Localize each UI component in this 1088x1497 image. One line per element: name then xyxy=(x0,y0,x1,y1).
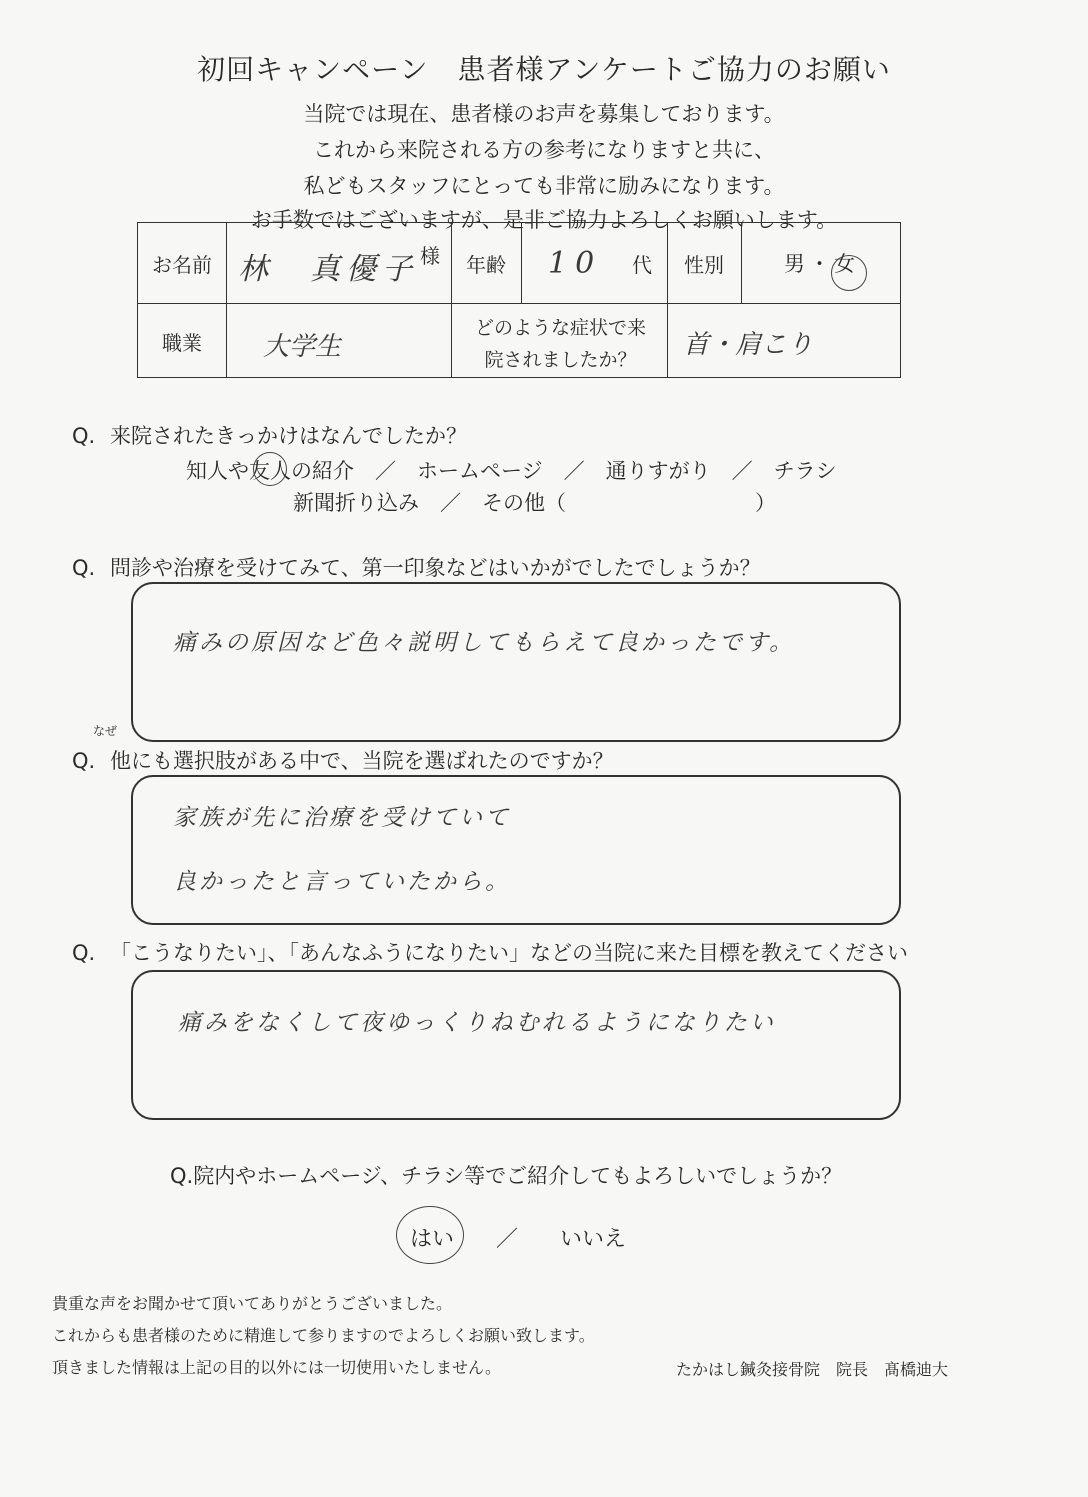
q5-separator: ／ xyxy=(496,1227,519,1252)
q5-text: 院内やホームページ、チラシ等でご紹介してもよろしいでしょうか？ xyxy=(193,1164,843,1188)
q3-question xyxy=(72,745,614,775)
q1-selected-circle xyxy=(253,452,287,486)
job-label: 職業 xyxy=(162,330,202,355)
q4-mark: Q. xyxy=(72,941,96,965)
q5-question xyxy=(170,1160,842,1190)
q1-text: 来院されたきっかけはなんでしたか？ xyxy=(110,424,467,448)
q4-answer-box[interactable] xyxy=(131,970,901,1120)
q3-prefix: なぜ xyxy=(93,724,118,738)
q1-options-line-2[interactable]: 新聞折り込み ／ その他（ ） xyxy=(293,491,776,515)
age-suffix: 代 xyxy=(632,252,652,277)
age-value[interactable]: 10 xyxy=(548,245,603,281)
q1-mark: Q. xyxy=(72,424,96,448)
intro-line-4: お手数ではございますが、是非ご協力よろしくお願いします。 xyxy=(250,208,838,232)
gender-selected-circle xyxy=(831,255,867,291)
q5-yes-option[interactable]: はい xyxy=(410,1227,455,1252)
q2-text: 問診や治療を受けてみて、第一印象などはいかがでしたでしょうか？ xyxy=(110,556,761,580)
age-label: 年齢 xyxy=(466,252,506,277)
q4-question xyxy=(72,937,908,967)
footer-line-3: 頂きました情報は上記の目的以外には一切使用いたしません。 xyxy=(52,1358,501,1377)
symptom-label-line-2: 院されましたか？ xyxy=(484,348,637,371)
q1-options-line-1[interactable]: 知人や友人の紹介 ／ ホームページ ／ 通りすがり ／ チラシ xyxy=(186,459,837,483)
q5-selected-circle xyxy=(396,1206,464,1264)
survey-title: 初回キャンペーン 患者様アンケートご協力のお願い xyxy=(197,53,891,86)
footer-signature: たかはし鍼灸接骨院 院長 髙橋迪大 xyxy=(676,1360,949,1379)
q1-question xyxy=(72,420,467,450)
q5-mark: Q. xyxy=(170,1164,194,1188)
footer-line-1: 貴重な声をお聞かせて頂いてありがとうございました。 xyxy=(52,1294,453,1313)
symptom-value[interactable]: 首・肩こり xyxy=(683,329,814,360)
intro-line-1: 当院では現在、患者様のお声を募集しております。 xyxy=(303,102,785,126)
q3-answer-line-1: 家族が先に治療を受けていて xyxy=(173,805,511,831)
gender-options[interactable]: 男・女 xyxy=(784,252,859,276)
name-suffix: 様 xyxy=(420,243,440,268)
gender-label: 性別 xyxy=(684,252,724,277)
intro-line-2: これから来院される方の参考になりますと共に、 xyxy=(313,138,775,162)
q2-answer: 痛みの原因など色々説明してもらえて良かったです。 xyxy=(173,630,796,656)
q3-answer-box[interactable] xyxy=(131,775,901,925)
q3-answer-line-2: 良かったと言っていたから。 xyxy=(173,869,511,895)
q2-mark: Q. xyxy=(72,556,96,580)
symptom-label-line-1: どのような症状で来 xyxy=(474,316,646,339)
footer-line-2: これからも患者様のために精進して参りますのでよろしくお願い致します。 xyxy=(52,1326,595,1345)
q4-text: 「こうなりたい」、「あんなふうになりたい」などの当院に来た目標を教えてください xyxy=(110,941,908,965)
name-label: お名前 xyxy=(152,252,212,277)
q3-mark: Q. xyxy=(72,749,96,773)
q2-answer-box[interactable] xyxy=(131,582,901,742)
intro-line-3: 私どもスタッフにとっても非常に励みになります。 xyxy=(303,174,785,198)
name-value[interactable]: 林 真優子 xyxy=(238,252,418,287)
q2-question xyxy=(72,552,761,582)
q5-no-option[interactable]: いいえ xyxy=(560,1227,627,1252)
patient-info-table xyxy=(137,222,901,378)
q3-text: 他にも選択肢がある中で、当院を選ばれたのですか？ xyxy=(110,749,614,773)
q4-answer: 痛みをなくして夜ゆっくりねむれるようになりたい xyxy=(178,1010,776,1036)
job-value[interactable]: 大学生 xyxy=(263,331,342,362)
